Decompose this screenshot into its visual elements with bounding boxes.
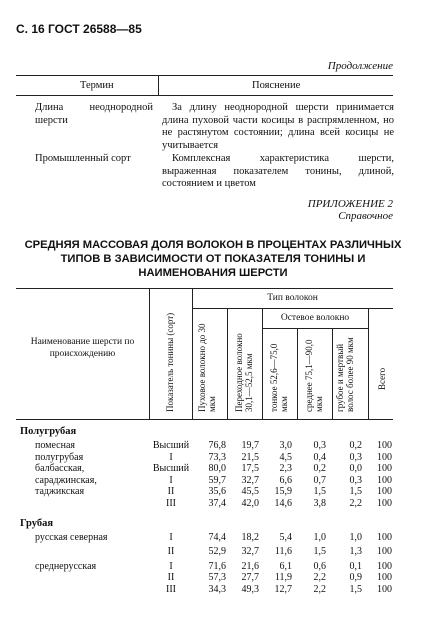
value-cell: 100 <box>377 584 392 595</box>
col-transitional-header: Переходное волокно 30,1—52,5 мкм <box>234 333 254 412</box>
value-cell: 0,3 <box>349 451 362 463</box>
table-row <box>0 486 429 498</box>
grade-cell: I <box>169 474 173 486</box>
value-cell: 45,5 <box>241 486 259 498</box>
value-cell: 73,3 <box>208 451 226 463</box>
table-row <box>0 475 429 487</box>
term-2: Промышленный сорт <box>35 153 131 164</box>
value-cell: 21,5 <box>241 451 259 463</box>
col-coarse-header: грубое и мертвый волос более 90 мкм <box>335 337 355 412</box>
table-row <box>0 440 429 452</box>
terms-table-col-divider <box>158 75 159 95</box>
table-row <box>0 532 429 544</box>
value-cell: 1,0 <box>313 531 326 543</box>
value-cell: 0,4 <box>313 451 326 463</box>
grade-cell: Высший <box>152 463 190 475</box>
wool-name: балбасская, <box>35 463 85 475</box>
explanation-2: Комплексная характеристика шерсти, выраженная показателем тонины, длиной, состоянием и цветом <box>162 153 394 189</box>
value-cell: 11,6 <box>274 546 292 558</box>
value-cell: 100 <box>377 572 392 584</box>
wool-name: таджикская <box>35 486 85 498</box>
term-1: Длина неоднородной шерсти <box>35 102 153 126</box>
terms-table-header-rule <box>16 95 393 96</box>
value-cell: 80,0 <box>208 463 226 475</box>
value-cell: 15,9 <box>274 486 292 498</box>
col-divider-1 <box>149 288 150 419</box>
value-cell: 3,0 <box>279 440 292 451</box>
awn-group-rule <box>262 328 368 329</box>
table-row <box>0 452 429 464</box>
appendix-note: Справочное <box>338 210 393 222</box>
grade-cell: I <box>169 451 173 463</box>
value-cell: 0,2 <box>349 440 362 451</box>
value-cell: 2,2 <box>313 584 326 595</box>
grade-cell: I <box>169 531 173 543</box>
awn-group-header: Остевое волокно <box>280 313 350 323</box>
value-cell: 19,7 <box>241 440 259 451</box>
value-cell: 59,7 <box>208 474 226 486</box>
value-cell: 3,8 <box>313 498 326 509</box>
value-cell: 2,3 <box>279 463 292 475</box>
value-cell: 74,4 <box>208 531 226 543</box>
value-cell: 32,7 <box>241 474 259 486</box>
value-cell: 100 <box>377 451 392 463</box>
table-row <box>0 546 429 558</box>
value-cell: 1,0 <box>349 531 362 543</box>
value-cell: 57,3 <box>208 572 226 584</box>
value-cell: 71,6 <box>208 560 226 572</box>
group-heading: Грубая <box>20 517 54 529</box>
value-cell: 0,0 <box>349 463 362 475</box>
col-down-header: Пуховое волокно до 30 мкм <box>197 323 217 412</box>
terms-header-explanation: Пояснение <box>252 80 301 91</box>
grade-cell: Высший <box>152 440 190 451</box>
wool-name: полугрубая <box>35 451 84 463</box>
table-row <box>0 498 429 510</box>
value-cell: 0,3 <box>349 474 362 486</box>
value-cell: 42,0 <box>241 498 259 509</box>
fiber-table-header-rule <box>16 419 393 420</box>
value-cell: 100 <box>377 486 392 498</box>
grade-cell: III <box>166 584 176 595</box>
terms-header-term: Термин <box>80 80 114 91</box>
value-cell: 100 <box>377 546 392 558</box>
value-cell: 17,5 <box>241 463 259 475</box>
group-heading: Полугрубая <box>20 426 77 437</box>
value-cell: 0,9 <box>349 572 362 584</box>
type-group-rule <box>192 308 393 309</box>
value-cell: 6,6 <box>279 474 292 486</box>
value-cell: 1,5 <box>349 584 362 595</box>
value-cell: 1,5 <box>313 486 326 498</box>
appendix-label: ПРИЛОЖЕНИЕ 2 <box>307 198 393 210</box>
value-cell: 37,4 <box>208 498 226 509</box>
value-cell: 12,7 <box>274 584 292 595</box>
col-divider-3 <box>227 308 228 419</box>
value-cell: 1,3 <box>349 546 362 558</box>
value-cell: 2,2 <box>349 498 362 509</box>
table-row <box>0 561 429 573</box>
value-cell: 52,9 <box>208 546 226 558</box>
table-row <box>0 572 429 584</box>
col-divider-7 <box>368 308 369 419</box>
grade-cell: I <box>169 560 173 572</box>
value-cell: 100 <box>377 463 392 475</box>
wool-name: сараджинская, <box>35 474 97 486</box>
type-group-header: Тип волокон <box>267 293 318 303</box>
value-cell: 100 <box>377 440 392 451</box>
value-cell: 27,7 <box>241 572 259 584</box>
grade-cell: III <box>166 498 176 509</box>
explanation-1: За длину неоднородной шерсти принимается длина пуховой части косицы в распрямленном, но не растянутом состоянии; длина всей косицы не учитывается <box>162 102 394 151</box>
appendix-block <box>308 198 393 222</box>
value-cell: 1,5 <box>313 546 326 558</box>
wool-name: русская северная <box>35 531 108 543</box>
wool-name: среднерусская <box>35 560 97 572</box>
value-cell: 100 <box>377 531 392 543</box>
value-cell: 21,6 <box>241 560 259 572</box>
terms-table-top-rule <box>16 75 393 76</box>
value-cell: 76,8 <box>208 440 226 451</box>
value-cell: 1,5 <box>349 486 362 498</box>
value-cell: 35,6 <box>208 486 226 498</box>
value-cell: 0,2 <box>313 463 326 475</box>
col-divider-4 <box>262 308 263 419</box>
value-cell: 11,9 <box>274 572 292 584</box>
grade-cell: II <box>167 486 175 498</box>
wool-name: помесная <box>35 440 76 451</box>
value-cell: 6,1 <box>279 560 292 572</box>
col-thin-header: тонкое 52,6—75,0 мкм <box>269 343 289 412</box>
value-cell: 0,7 <box>313 474 326 486</box>
col-name-header: Наименование шерсти по происхождению <box>30 337 135 359</box>
value-cell: 0,1 <box>349 560 362 572</box>
value-cell: 100 <box>377 474 392 486</box>
grade-cell: II <box>167 546 175 558</box>
value-cell: 0,3 <box>313 440 326 451</box>
fiber-table-top-rule <box>16 288 393 289</box>
continuation-label: Продолжение <box>327 60 393 72</box>
value-cell: 49,3 <box>241 584 259 595</box>
value-cell: 4,5 <box>279 451 292 463</box>
page-header: С. 16 ГОСТ 26588—85 <box>16 22 142 36</box>
value-cell: 100 <box>377 498 392 509</box>
col-divider-6 <box>332 328 333 419</box>
col-grade-header: Показатель тонины (сорт) <box>165 312 175 412</box>
table-row <box>0 584 429 596</box>
table-row <box>0 463 429 475</box>
table-title: СРЕДНЯЯ МАССОВАЯ ДОЛЯ ВОЛОКОН В ПРОЦЕНТАХ РАЗЛИЧНЫХ ТИПОВ В ЗАВИСИМОСТИ ОТ ПОКАЗАТЕЛЯ ТОНИНЫ И НАИМЕНОВАНИЯ ШЕРСТИ <box>24 239 402 279</box>
value-cell: 18,2 <box>241 531 259 543</box>
value-cell: 34,3 <box>208 584 226 595</box>
col-divider-5 <box>297 328 298 419</box>
value-cell: 32,7 <box>241 546 259 558</box>
value-cell: 5,4 <box>279 531 292 543</box>
value-cell: 100 <box>377 560 392 572</box>
col-medium-header: среднее 75,1—90,0 мкм <box>304 339 324 412</box>
col-total-header: Всего <box>377 367 387 390</box>
value-cell: 14,6 <box>274 498 292 509</box>
grade-cell: II <box>167 572 175 584</box>
value-cell: 2,2 <box>313 572 326 584</box>
value-cell: 0,6 <box>313 560 326 572</box>
